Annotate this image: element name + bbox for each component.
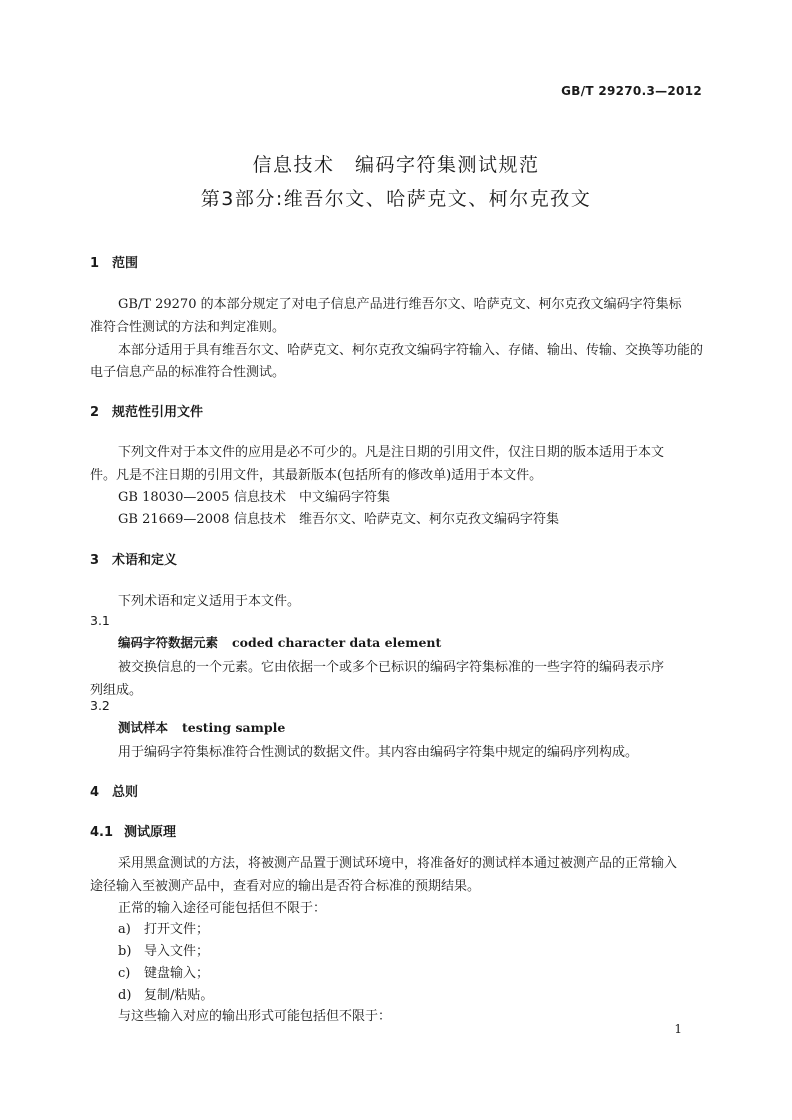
section-title: 规范性引用文件 bbox=[112, 405, 204, 420]
paragraph-line: 与这些输入对应的输出形式可能包括但不限于： bbox=[118, 1009, 392, 1024]
term-definition-line: 用于编码字符集标准符合性测试的数据文件。其内容由编码字符集中规定的编码序列构成。 bbox=[118, 745, 639, 760]
reference-title: 信息技术 维吾尔文、哈萨克文、柯尔克孜文编码字符集 bbox=[234, 512, 560, 527]
list-marker: c) bbox=[118, 966, 131, 981]
section-title: 范围 bbox=[112, 256, 139, 271]
term-entry bbox=[118, 633, 441, 651]
standard-code: GB/T 29270.3—2012 bbox=[561, 84, 702, 98]
section-number: 3 bbox=[90, 553, 100, 568]
paragraph-line: GB/T 29270 的本部分规定了对电子信息产品进行维吾尔文、哈萨克文、柯尔克孜文编码字符集标 bbox=[118, 297, 682, 312]
section-number: 4 bbox=[90, 785, 100, 800]
list-text: 复制/粘贴。 bbox=[144, 988, 214, 1003]
paragraph-line: 正常的输入途径可能包括但不限于： bbox=[118, 901, 327, 916]
section-1-heading bbox=[90, 252, 138, 271]
section-title: 术语和定义 bbox=[112, 553, 178, 568]
section-3-heading bbox=[90, 549, 177, 568]
paragraph-line: 电子信息产品的标准符合性测试。 bbox=[90, 365, 286, 380]
list-text: 打开文件； bbox=[144, 922, 210, 937]
paragraph-line: 准符合性测试的方法和判定准则。 bbox=[90, 320, 286, 335]
term-chinese: 编码字符数据元素 bbox=[118, 635, 219, 650]
list-text: 键盘输入； bbox=[144, 966, 210, 981]
term-definition-line: 被交换信息的一个元素。它由依据一个或多个已标识的编码字符集标准的一些字符的编码表示序 bbox=[118, 660, 665, 675]
list-marker: a) bbox=[118, 922, 131, 937]
document-title-line2: 第3部分:维吾尔文、哈萨克文、柯尔克孜文 bbox=[200, 188, 592, 210]
paragraph-line: 下列文件对于本文件的应用是必不可少的。凡是注日期的引用文件，仅注日期的版本适用于本文 bbox=[118, 445, 665, 460]
normative-reference bbox=[118, 486, 390, 505]
term-entry bbox=[118, 718, 285, 736]
list-item bbox=[118, 962, 209, 981]
subsection-4-1-heading bbox=[90, 821, 176, 840]
reference-title: 信息技术 中文编码字符集 bbox=[234, 490, 391, 505]
list-item bbox=[118, 918, 209, 937]
section-4-heading bbox=[90, 781, 138, 800]
paragraph-line: 下列术语和定义适用于本文件。 bbox=[118, 594, 301, 609]
subsection-title: 测试原理 bbox=[124, 825, 177, 840]
term-chinese: 测试样本 bbox=[118, 720, 169, 735]
term-definition-line: 列组成。 bbox=[90, 683, 143, 698]
subsection-number: 4.1 bbox=[90, 825, 114, 840]
list-marker: b) bbox=[118, 944, 132, 959]
page-number: 1 bbox=[674, 1022, 682, 1036]
term-number: 3.1 bbox=[90, 613, 110, 628]
paragraph-line: 采用黑盒测试的方法，将被测产品置于测试环境中，将准备好的测试样本通过被测产品的正常输入 bbox=[118, 856, 678, 871]
list-item bbox=[118, 984, 213, 1003]
paragraph-line: 途径输入至被测产品中，查看对应的输出是否符合标准的预期结果。 bbox=[90, 879, 481, 894]
normative-reference bbox=[118, 508, 559, 527]
term-english: testing sample bbox=[182, 720, 286, 735]
section-number: 1 bbox=[90, 256, 100, 271]
list-item bbox=[118, 940, 209, 959]
list-marker: d) bbox=[118, 988, 132, 1003]
section-2-heading bbox=[90, 401, 203, 420]
term-english: coded character data element bbox=[232, 635, 442, 650]
list-text: 导入文件； bbox=[144, 944, 210, 959]
paragraph-line: 本部分适用于具有维吾尔文、哈萨克文、柯尔克孜文编码字符输入、存储、输出、传输、交换等功能的 bbox=[118, 343, 704, 358]
section-number: 2 bbox=[90, 405, 100, 420]
document-title-line1: 信息技术 编码字符集测试规范 bbox=[252, 154, 540, 176]
paragraph-line: 件。凡是不注日期的引用文件，其最新版本(包括所有的修改单)适用于本文件。 bbox=[90, 468, 543, 483]
reference-code: GB 18030—2005 bbox=[118, 490, 230, 505]
section-title: 总则 bbox=[112, 785, 139, 800]
term-number: 3.2 bbox=[90, 698, 110, 713]
reference-code: GB 21669—2008 bbox=[118, 512, 230, 527]
